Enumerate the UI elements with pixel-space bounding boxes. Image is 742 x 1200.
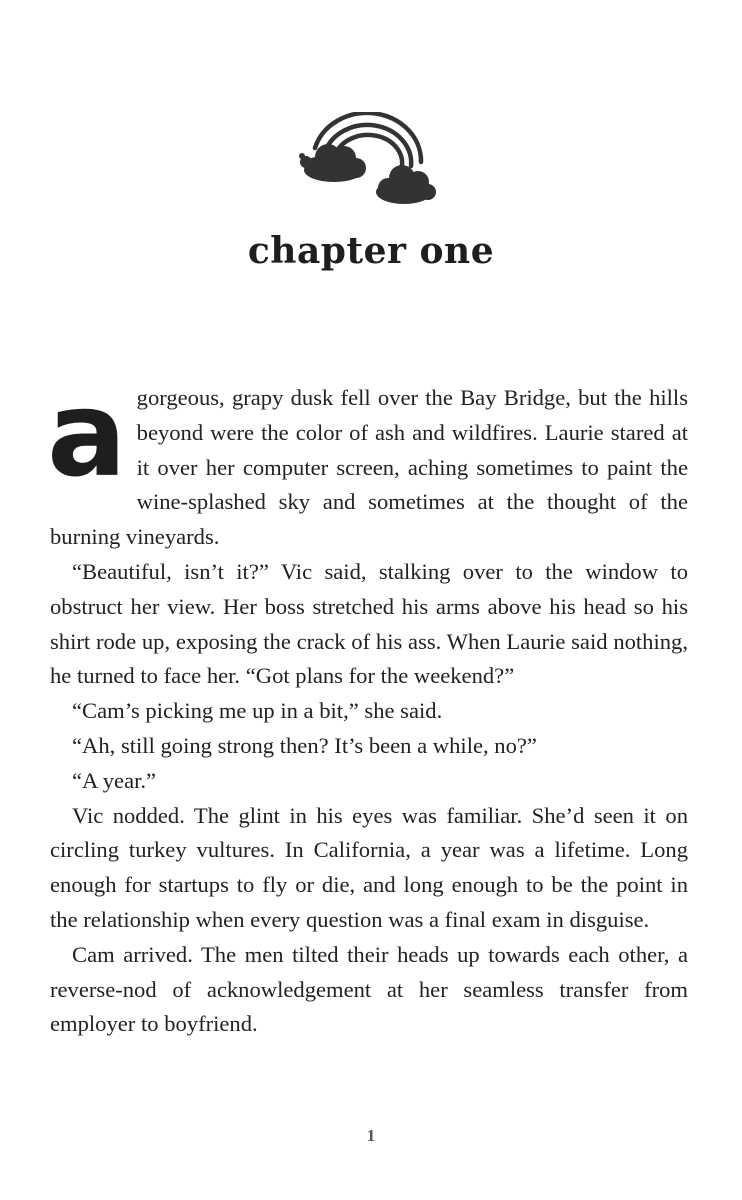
paragraph: “Ah, still going strong then? It’s been a while, no?” — [72, 732, 537, 758]
paragraph-text: gorgeous, grapy dusk fell over the Bay Bridge, but the hills beyond were the color of ash and wildfires. Laurie stared at it over her computer screen, aching sometimes to paint the wine-splashed sky and sometimes at the thought of the burning vineyards. — [50, 385, 688, 550]
paragraph: Vic nodded. The glint in his eyes was familiar. She’d seen it on circling turkey vultures. In California, a year was a lifetime. Long enough for startups to fly or die, and long enough to be the point in the relationship when every question was a final exam in disguise. — [50, 802, 688, 932]
drop-cap: a — [47, 365, 127, 503]
paragraph: “Beautiful, isn’t it?” Vic said, stalking over to the window to obstruct her view. Her boss stretched his arms above his head so his shirt rode up, exposing the crack of his ass. When Laurie said nothing, he turned to face her. “Got plans for the weekend?” — [50, 558, 688, 689]
chapter-title: chapter one — [247, 230, 495, 272]
paragraph — [47, 365, 688, 555]
paragraph: Cam arrived. The men tilted their heads up towards each other, a reverse-nod of acknowledgement at her seamless transfer from employer to boyfriend. — [50, 941, 688, 1037]
clouds-rainbow-icon — [294, 112, 440, 208]
paragraph: “A year.” — [72, 767, 157, 793]
paragraph: “Cam’s picking me up in a bit,” she said. — [72, 698, 443, 724]
page-number: 1 — [366, 1126, 376, 1145]
chapter-body — [47, 365, 688, 1042]
